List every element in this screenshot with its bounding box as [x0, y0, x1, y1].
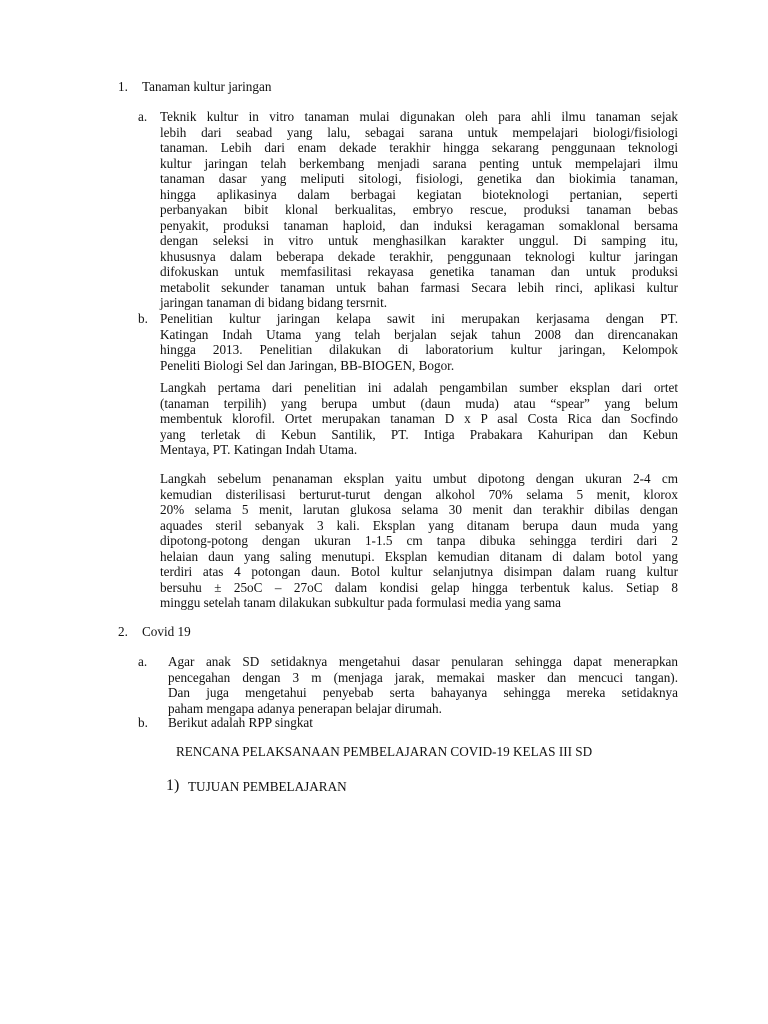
- text-line: Langkah pertama dari penelitian ini adalah pengambilan sumber eksplan dari ortet: [160, 380, 678, 395]
- text-line: minggu setelah tanam dilakukan subkultur pada formulasi media yang sama: [160, 595, 562, 610]
- text-line: Mentaya, PT. Katingan Indah Utama.: [160, 442, 358, 457]
- section-2-item-a-paragraph: [168, 654, 678, 716]
- section-2-item-a-marker: a.: [138, 654, 148, 669]
- section-2-item-b-text: Berikut adalah RPP singkat: [168, 715, 313, 730]
- text-line: Langkah sebelum penanaman eksplan yaitu umbut dipotong dengan ukuran 2-4 cm: [160, 471, 678, 486]
- text-line: jaringan tanaman di bidang bidang tersrnit.: [160, 295, 388, 310]
- text-line: khususnya dalam beberapa dekade terakhir, penggunaan teknologi kultur jaringan: [160, 248, 678, 264]
- section-2-number: 2.: [118, 624, 128, 639]
- text-line: metabolit sekunder tanaman untuk bahan farmasi Secara lebih rinci, aplikasi kultur: [160, 279, 678, 295]
- text-line: difokuskan untuk memfasilitasi rekayasa genetika tanaman dan untuk produksi: [160, 264, 678, 279]
- text-line: helaian daun yang saling menutupi. Eksplan kemudian ditanam di dalam botol yang: [160, 548, 678, 564]
- text-line: paham mengapa adanya penerapan belajar dirumah.: [168, 700, 442, 716]
- text-line: kultur jaringan telah berkembang menjadi sarana penting untuk mempelajari ilmu: [160, 155, 678, 171]
- text-line: yang terletak di Kebun Santilik, PT. Intiga Prabakara Kahuripan dan Kebun: [160, 426, 678, 442]
- text-line: Peneliti Biologi Sel dan Jaringan, BB-BIOGEN, Bogor.: [160, 357, 455, 373]
- text-line: Penelitian kultur jaringan kelapa sawit ini merupakan kerjasama dengan PT.: [160, 311, 678, 326]
- text-line: 20% selama 5 menit, larutan glukosa selama 30 menit dan terakhir dibilas dengan: [160, 502, 678, 517]
- section-2-item-b-marker: b.: [138, 715, 148, 730]
- text-line: kemudian disterilisasi berturut-turut dengan alkohol 70% selama 5 menit, klorox: [160, 486, 678, 502]
- subsection-title: TUJUAN PEMBELAJARAN: [188, 779, 347, 794]
- text-line: tanaman. Lebih dari enam dekade terakhir hingga sekarang penggunaan teknologi: [160, 140, 678, 155]
- section-1-title: Tanaman kultur jaringan: [142, 79, 272, 94]
- text-line: aquades steril sebanyak 3 kali. Eksplan yang ditanam berupa daun muda yang: [160, 517, 678, 533]
- text-line: Agar anak SD setidaknya mengetahui dasar penularan sehingga dapat menerapkan: [168, 654, 678, 669]
- text-line: lebih dari seabad yang lalu, sebagai sarana untuk mempelajari biologi/fisiologi: [160, 124, 678, 140]
- section-2-title: Covid 19: [142, 624, 191, 639]
- text-line: tanaman dasar yang meliputi sitologi, fisiologi, genetika dan biokimia tanaman,: [160, 171, 678, 186]
- text-line: perbanyakan bibit klonal berkualitas, embryo rescue, produksi tanaman bebas: [160, 202, 678, 217]
- text-line: penyakit, produksi tanaman haploid, dan induksi keragaman somaklonal bersama: [160, 217, 678, 233]
- section-1-item-a-paragraph: [160, 109, 678, 311]
- text-line: terdiri atas 4 potongan daun. Botol kultur selanjutnya disimpan dalam ruang kultur: [160, 564, 678, 579]
- section-1-number: 1.: [118, 79, 128, 94]
- text-line: pencegahan dengan 3 m (menjaga jarak, memakai masker dan mencuci tangan).: [168, 669, 678, 685]
- section-1-item-b-paragraph-3: [160, 471, 678, 611]
- text-line: Katingan Indah Utama yang telah berjalan sejak tahun 2008 dan direncanakan: [160, 326, 678, 342]
- text-line: Teknik kultur in vitro tanaman mulai digunakan oleh para ahli ilmu tanaman sejak: [160, 109, 678, 124]
- section-1-item-b-paragraph-2: [160, 380, 678, 458]
- text-line: hingga 2013. Penelitian dilakukan di laboratorium kultur jaringan, Kelompok: [160, 342, 678, 357]
- text-line: (tanaman terpilih) yang berupa umbut (daun muda) atau “spear” yang belum: [160, 395, 678, 411]
- text-line: Dan juga mengetahui penyebab serta bahayanya sehingga mereka setidaknya: [168, 685, 678, 700]
- text-line: dipotong-potong dengan ukuran 1-1.5 cm tanpa dibuka sehingga terdiri dari 2: [160, 533, 678, 548]
- rpp-title: RENCANA PELAKSANAAN PEMBELAJARAN COVID-19 KELAS III SD: [176, 744, 593, 759]
- text-line: membentuk klorofil. Ortet merupakan tanaman D x P asal Costa Rica dan Socfindo: [160, 411, 678, 426]
- text-line: dengan seleksi in vitro untuk menghasilkan karakter unggul. Di samping itu,: [160, 233, 678, 248]
- subsection-number: 1): [166, 777, 180, 794]
- text-line: hingga aplikasinya dalam berbagai kegiatan bioteknologi pertanian, seperti: [160, 186, 678, 202]
- section-1-item-b-paragraph-1: [160, 311, 678, 373]
- section-1-item-a-marker: a.: [138, 109, 148, 124]
- text-line: bersuhu ± 25oC – 27oC dalam kondisi gelap hingga terbentuk kalus. Setiap 8: [160, 579, 678, 595]
- section-1-item-b-marker: b.: [138, 311, 148, 326]
